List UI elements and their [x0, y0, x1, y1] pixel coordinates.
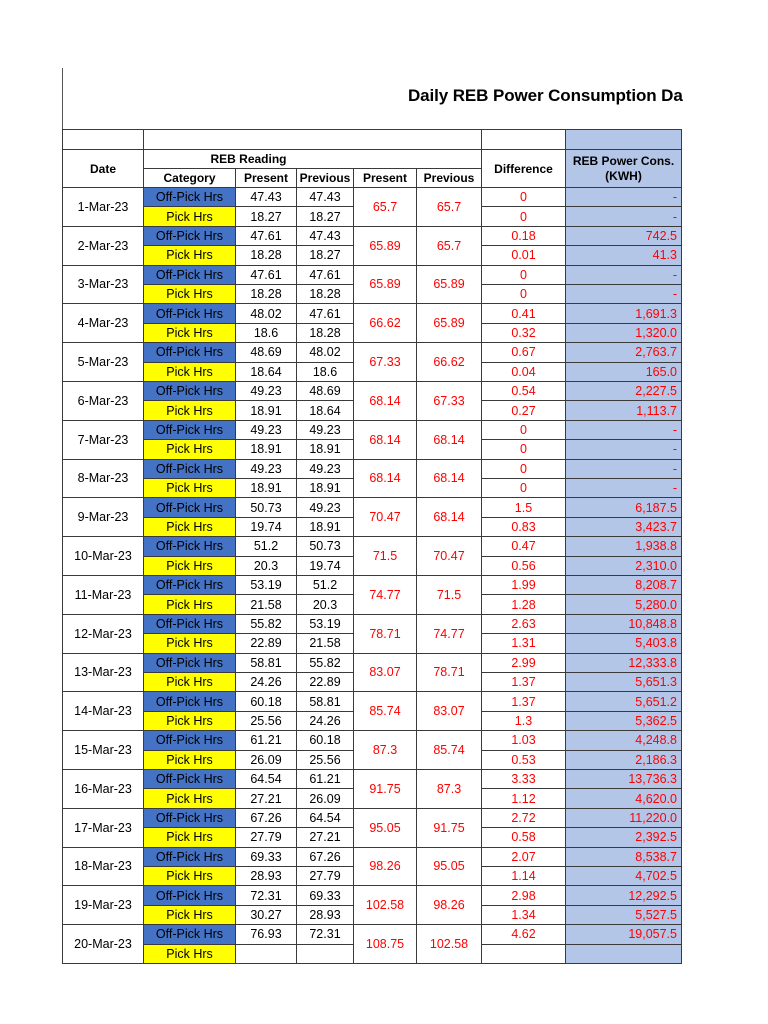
previous-cell[interactable]: 53.19	[296, 614, 354, 634]
total-previous-cell[interactable]: 83.07	[416, 691, 482, 731]
kwh-cell[interactable]: 8,538.7	[565, 847, 682, 867]
difference-cell[interactable]: 0.32	[481, 323, 566, 343]
total-previous-cell[interactable]: 68.14	[416, 420, 482, 460]
category-off-peak[interactable]: Off-Pick Hrs	[143, 420, 236, 440]
present-cell[interactable]: 18.28	[235, 245, 297, 265]
difference-cell[interactable]: 0.67	[481, 342, 566, 362]
category-peak[interactable]: Pick Hrs	[143, 905, 236, 925]
total-previous-cell[interactable]: 91.75	[416, 808, 482, 848]
category-off-peak[interactable]: Off-Pick Hrs	[143, 536, 236, 556]
present-cell[interactable]	[235, 944, 297, 964]
total-previous-cell[interactable]: 68.14	[416, 497, 482, 537]
category-peak[interactable]: Pick Hrs	[143, 827, 236, 847]
difference-cell[interactable]: 0	[481, 478, 566, 498]
kwh-cell[interactable]: 2,227.5	[565, 381, 682, 401]
present-cell[interactable]: 27.79	[235, 827, 297, 847]
total-present-cell[interactable]: 71.5	[353, 536, 417, 576]
difference-cell[interactable]: 1.28	[481, 594, 566, 614]
category-peak[interactable]: Pick Hrs	[143, 672, 236, 692]
total-present-cell[interactable]: 98.26	[353, 847, 417, 887]
present-cell[interactable]: 55.82	[235, 614, 297, 634]
total-previous-cell[interactable]: 74.77	[416, 614, 482, 654]
category-off-peak[interactable]: Off-Pick Hrs	[143, 614, 236, 634]
present-cell[interactable]: 18.91	[235, 439, 297, 459]
total-previous-cell[interactable]: 65.7	[416, 226, 482, 266]
header-reb-reading: REB Reading	[210, 152, 287, 166]
previous-cell[interactable]: 55.82	[296, 653, 354, 673]
difference-cell[interactable]: 1.31	[481, 633, 566, 653]
total-present-cell[interactable]: 74.77	[353, 575, 417, 615]
category-peak[interactable]: Pick Hrs	[143, 245, 236, 265]
date-cell[interactable]: 6-Mar-23	[62, 381, 144, 421]
previous-cell[interactable]: 22.89	[296, 672, 354, 692]
category-off-peak[interactable]: Off-Pick Hrs	[143, 303, 236, 323]
total-previous-cell[interactable]: 71.5	[416, 575, 482, 615]
total-previous-cell[interactable]: 85.74	[416, 730, 482, 770]
present-cell[interactable]: 20.3	[235, 556, 297, 576]
header-date: Date	[62, 149, 144, 188]
difference-cell[interactable]: 0.04	[481, 362, 566, 382]
difference-cell[interactable]: 2.07	[481, 847, 566, 867]
previous-cell[interactable]: 49.23	[296, 420, 354, 440]
category-off-peak[interactable]: Off-Pick Hrs	[143, 265, 236, 285]
date-cell[interactable]: 3-Mar-23	[62, 265, 144, 305]
present-cell[interactable]: 28.93	[235, 866, 297, 886]
total-present-cell[interactable]: 95.05	[353, 808, 417, 848]
difference-cell[interactable]: 2.72	[481, 808, 566, 828]
category-peak[interactable]: Pick Hrs	[143, 323, 236, 343]
kwh-cell[interactable]: -	[565, 206, 682, 226]
kwh-cell[interactable]: -	[565, 265, 682, 285]
present-cell[interactable]: 26.09	[235, 750, 297, 770]
previous-cell[interactable]: 61.21	[296, 769, 354, 789]
present-cell[interactable]: 27.21	[235, 788, 297, 808]
header-difference: Difference	[481, 149, 566, 188]
total-present-cell[interactable]: 65.89	[353, 226, 417, 266]
category-peak[interactable]: Pick Hrs	[143, 788, 236, 808]
present-cell[interactable]: 47.43	[235, 187, 297, 207]
category-peak[interactable]: Pick Hrs	[143, 439, 236, 459]
difference-cell[interactable]: 1.12	[481, 788, 566, 808]
total-present-cell[interactable]: 78.71	[353, 614, 417, 654]
difference-cell[interactable]: 2.98	[481, 885, 566, 905]
kwh-cell[interactable]: 6,187.5	[565, 497, 682, 517]
blank-cell[interactable]	[143, 129, 482, 150]
difference-cell[interactable]: 0.58	[481, 827, 566, 847]
category-peak[interactable]: Pick Hrs	[143, 594, 236, 614]
difference-cell[interactable]: 0.47	[481, 536, 566, 556]
present-cell[interactable]: 58.81	[235, 653, 297, 673]
kwh-cell[interactable]: 13,736.3	[565, 769, 682, 789]
header-previous: Previous	[296, 168, 354, 188]
present-cell[interactable]: 49.23	[235, 420, 297, 440]
difference-cell[interactable]: 0.01	[481, 245, 566, 265]
date-cell[interactable]: 4-Mar-23	[62, 303, 144, 343]
kwh-cell[interactable]: 4,702.5	[565, 866, 682, 886]
kwh-cell[interactable]: 1,691.3	[565, 303, 682, 323]
difference-cell[interactable]: 0.41	[481, 303, 566, 323]
header-total-previous: Previous	[416, 168, 482, 188]
header-reb-power-label: REB Power Cons.	[572, 153, 675, 168]
total-present-cell[interactable]: 108.75	[353, 924, 417, 964]
kwh-cell[interactable]: 12,292.5	[565, 885, 682, 905]
kwh-cell[interactable]: 5,362.5	[565, 711, 682, 731]
present-cell[interactable]: 64.54	[235, 769, 297, 789]
total-previous-cell[interactable]: 65.89	[416, 265, 482, 305]
previous-cell[interactable]: 64.54	[296, 808, 354, 828]
header-kwh-label: (KWH)	[605, 168, 642, 183]
total-present-cell[interactable]: 87.3	[353, 730, 417, 770]
total-previous-cell[interactable]: 102.58	[416, 924, 482, 964]
category-off-peak[interactable]: Off-Pick Hrs	[143, 691, 236, 711]
previous-cell[interactable]: 20.3	[296, 594, 354, 614]
total-present-cell[interactable]: 67.33	[353, 342, 417, 382]
difference-cell[interactable]: 1.03	[481, 730, 566, 750]
kwh-cell[interactable]: 4,620.0	[565, 788, 682, 808]
total-present-cell[interactable]: 66.62	[353, 303, 417, 343]
kwh-cell[interactable]: -	[565, 478, 682, 498]
difference-cell[interactable]: 0	[481, 459, 566, 479]
difference-cell[interactable]: 0.54	[481, 381, 566, 401]
previous-cell[interactable]: 18.27	[296, 245, 354, 265]
kwh-cell[interactable]: 5,651.2	[565, 691, 682, 711]
total-present-cell[interactable]: 68.14	[353, 459, 417, 499]
previous-cell[interactable]: 21.58	[296, 633, 354, 653]
present-cell[interactable]: 48.02	[235, 303, 297, 323]
total-previous-cell[interactable]: 87.3	[416, 769, 482, 809]
kwh-cell[interactable]: 2,392.5	[565, 827, 682, 847]
category-off-peak[interactable]: Off-Pick Hrs	[143, 381, 236, 401]
difference-cell[interactable]: 2.99	[481, 653, 566, 673]
header-present: Present	[235, 168, 297, 188]
present-cell[interactable]: 18.27	[235, 206, 297, 226]
total-present-cell[interactable]: 65.89	[353, 265, 417, 305]
total-previous-cell[interactable]: 78.71	[416, 653, 482, 693]
present-cell[interactable]: 48.69	[235, 342, 297, 362]
difference-cell[interactable]: 1.99	[481, 575, 566, 595]
category-peak[interactable]: Pick Hrs	[143, 400, 236, 420]
previous-cell[interactable]: 48.69	[296, 381, 354, 401]
present-cell[interactable]: 76.93	[235, 924, 297, 944]
category-peak[interactable]: Pick Hrs	[143, 711, 236, 731]
category-peak[interactable]: Pick Hrs	[143, 206, 236, 226]
kwh-cell[interactable]: 1,113.7	[565, 400, 682, 420]
kwh-cell[interactable]: 41.3	[565, 245, 682, 265]
header-category: Category	[143, 168, 236, 188]
previous-cell[interactable]: 51.2	[296, 575, 354, 595]
present-cell[interactable]: 18.91	[235, 400, 297, 420]
total-present-cell[interactable]: 83.07	[353, 653, 417, 693]
difference-cell[interactable]: 1.5	[481, 497, 566, 517]
category-off-peak[interactable]: Off-Pick Hrs	[143, 653, 236, 673]
date-cell[interactable]: 19-Mar-23	[62, 885, 144, 925]
category-off-peak[interactable]: Off-Pick Hrs	[143, 497, 236, 517]
previous-cell[interactable]: 28.93	[296, 905, 354, 925]
date-cell[interactable]: 1-Mar-23	[62, 187, 144, 227]
previous-cell[interactable]: 50.73	[296, 536, 354, 556]
present-cell[interactable]: 18.28	[235, 284, 297, 304]
blank-cell[interactable]	[62, 129, 144, 150]
date-cell[interactable]: 18-Mar-23	[62, 847, 144, 887]
difference-cell[interactable]: 3.33	[481, 769, 566, 789]
previous-cell[interactable]: 27.21	[296, 827, 354, 847]
present-cell[interactable]: 49.23	[235, 459, 297, 479]
present-cell[interactable]: 50.73	[235, 497, 297, 517]
date-cell[interactable]: 7-Mar-23	[62, 420, 144, 460]
present-cell[interactable]: 25.56	[235, 711, 297, 731]
difference-cell[interactable]: 0.56	[481, 556, 566, 576]
category-peak[interactable]: Pick Hrs	[143, 866, 236, 886]
category-off-peak[interactable]: Off-Pick Hrs	[143, 226, 236, 246]
present-cell[interactable]: 24.26	[235, 672, 297, 692]
date-cell[interactable]: 11-Mar-23	[62, 575, 144, 615]
difference-cell[interactable]: 0.83	[481, 517, 566, 537]
kwh-cell[interactable]: 5,527.5	[565, 905, 682, 925]
present-cell[interactable]: 18.91	[235, 478, 297, 498]
date-cell[interactable]: 20-Mar-23	[62, 924, 144, 964]
category-off-peak[interactable]: Off-Pick Hrs	[143, 459, 236, 479]
previous-cell[interactable]: 18.6	[296, 362, 354, 382]
sheet-title: Daily REB Power Consumption Da	[408, 86, 683, 105]
difference-cell[interactable]	[481, 944, 566, 964]
previous-cell[interactable]: 19.74	[296, 556, 354, 576]
previous-cell[interactable]: 47.43	[296, 226, 354, 246]
kwh-cell[interactable]: 5,280.0	[565, 594, 682, 614]
present-cell[interactable]: 51.2	[235, 536, 297, 556]
total-previous-cell[interactable]: 95.05	[416, 847, 482, 887]
category-off-peak[interactable]: Off-Pick Hrs	[143, 885, 236, 905]
present-cell[interactable]: 47.61	[235, 265, 297, 285]
category-off-peak[interactable]: Off-Pick Hrs	[143, 730, 236, 750]
present-cell[interactable]: 18.6	[235, 323, 297, 343]
kwh-cell[interactable]: -	[565, 439, 682, 459]
difference-cell[interactable]: 0	[481, 420, 566, 440]
total-present-cell[interactable]: 85.74	[353, 691, 417, 731]
kwh-cell[interactable]: 1,320.0	[565, 323, 682, 343]
difference-cell[interactable]: 0.27	[481, 400, 566, 420]
previous-cell[interactable]: 49.23	[296, 497, 354, 517]
kwh-cell[interactable]: 2,186.3	[565, 750, 682, 770]
date-cell[interactable]: 2-Mar-23	[62, 226, 144, 266]
kwh-cell[interactable]: 2,310.0	[565, 556, 682, 576]
previous-cell[interactable]: 18.91	[296, 517, 354, 537]
date-cell[interactable]: 12-Mar-23	[62, 614, 144, 654]
difference-cell[interactable]: 1.37	[481, 672, 566, 692]
category-off-peak[interactable]: Off-Pick Hrs	[143, 575, 236, 595]
previous-cell[interactable]: 18.91	[296, 478, 354, 498]
date-cell[interactable]: 16-Mar-23	[62, 769, 144, 809]
previous-cell[interactable]: 24.26	[296, 711, 354, 731]
category-off-peak[interactable]: Off-Pick Hrs	[143, 808, 236, 828]
total-present-cell[interactable]: 102.58	[353, 885, 417, 925]
total-previous-cell[interactable]: 65.7	[416, 187, 482, 227]
date-cell[interactable]: 13-Mar-23	[62, 653, 144, 693]
date-cell[interactable]: 9-Mar-23	[62, 497, 144, 537]
date-cell[interactable]: 17-Mar-23	[62, 808, 144, 848]
kwh-cell[interactable]: -	[565, 187, 682, 207]
present-cell[interactable]: 21.58	[235, 594, 297, 614]
present-cell[interactable]: 49.23	[235, 381, 297, 401]
difference-cell[interactable]: 0.18	[481, 226, 566, 246]
category-peak[interactable]: Pick Hrs	[143, 944, 236, 964]
header-reb-power-cons	[565, 149, 682, 188]
kwh-cell[interactable]: 12,333.8	[565, 653, 682, 673]
date-cell[interactable]: 10-Mar-23	[62, 536, 144, 576]
difference-cell[interactable]: 0	[481, 206, 566, 226]
kwh-cell[interactable]: 742.5	[565, 226, 682, 246]
kwh-cell[interactable]: 4,248.8	[565, 730, 682, 750]
blank-cell[interactable]	[565, 129, 682, 150]
present-cell[interactable]: 30.27	[235, 905, 297, 925]
previous-cell[interactable]: 47.43	[296, 187, 354, 207]
kwh-cell[interactable]: 8,208.7	[565, 575, 682, 595]
difference-cell[interactable]: 1.37	[481, 691, 566, 711]
date-cell[interactable]: 15-Mar-23	[62, 730, 144, 770]
previous-cell[interactable]: 60.18	[296, 730, 354, 750]
previous-cell[interactable]: 48.02	[296, 342, 354, 362]
difference-cell[interactable]: 1.3	[481, 711, 566, 731]
previous-cell[interactable]: 18.28	[296, 323, 354, 343]
total-present-cell[interactable]: 91.75	[353, 769, 417, 809]
present-cell[interactable]: 18.64	[235, 362, 297, 382]
present-cell[interactable]: 53.19	[235, 575, 297, 595]
total-present-cell[interactable]: 68.14	[353, 381, 417, 421]
date-cell[interactable]: 8-Mar-23	[62, 459, 144, 499]
previous-cell[interactable]: 18.64	[296, 400, 354, 420]
category-peak[interactable]: Pick Hrs	[143, 750, 236, 770]
total-previous-cell[interactable]: 67.33	[416, 381, 482, 421]
total-present-cell[interactable]: 65.7	[353, 187, 417, 227]
difference-cell[interactable]: 0	[481, 265, 566, 285]
kwh-cell[interactable]	[565, 944, 682, 964]
blank-cell[interactable]	[481, 129, 566, 150]
category-off-peak[interactable]: Off-Pick Hrs	[143, 847, 236, 867]
present-cell[interactable]: 61.21	[235, 730, 297, 750]
difference-cell[interactable]: 1.34	[481, 905, 566, 925]
category-off-peak[interactable]: Off-Pick Hrs	[143, 187, 236, 207]
difference-cell[interactable]: 0	[481, 439, 566, 459]
total-previous-cell[interactable]: 65.89	[416, 303, 482, 343]
kwh-cell[interactable]: -	[565, 420, 682, 440]
difference-cell[interactable]: 0.53	[481, 750, 566, 770]
kwh-cell[interactable]: 165.0	[565, 362, 682, 382]
total-previous-cell[interactable]: 66.62	[416, 342, 482, 382]
previous-cell[interactable]: 58.81	[296, 691, 354, 711]
total-previous-cell[interactable]: 98.26	[416, 885, 482, 925]
previous-cell[interactable]: 26.09	[296, 788, 354, 808]
kwh-cell[interactable]: 3,423.7	[565, 517, 682, 537]
kwh-cell[interactable]: 2,763.7	[565, 342, 682, 362]
kwh-cell[interactable]: 11,220.0	[565, 808, 682, 828]
previous-cell[interactable]: 47.61	[296, 265, 354, 285]
kwh-cell[interactable]: -	[565, 459, 682, 479]
category-peak[interactable]: Pick Hrs	[143, 362, 236, 382]
present-cell[interactable]: 69.33	[235, 847, 297, 867]
previous-cell[interactable]: 27.79	[296, 866, 354, 886]
date-cell[interactable]: 5-Mar-23	[62, 342, 144, 382]
previous-cell[interactable]: 18.91	[296, 439, 354, 459]
category-peak[interactable]: Pick Hrs	[143, 517, 236, 537]
present-cell[interactable]: 47.61	[235, 226, 297, 246]
category-peak[interactable]: Pick Hrs	[143, 633, 236, 653]
present-cell[interactable]: 72.31	[235, 885, 297, 905]
present-cell[interactable]: 19.74	[235, 517, 297, 537]
category-peak[interactable]: Pick Hrs	[143, 556, 236, 576]
category-off-peak[interactable]: Off-Pick Hrs	[143, 769, 236, 789]
difference-cell[interactable]: 4.62	[481, 924, 566, 944]
kwh-cell[interactable]: 5,651.3	[565, 672, 682, 692]
difference-cell[interactable]: 0	[481, 284, 566, 304]
header-total-present: Present	[353, 168, 417, 188]
previous-cell[interactable]: 72.31	[296, 924, 354, 944]
difference-cell[interactable]: 0	[481, 187, 566, 207]
previous-cell[interactable]: 47.61	[296, 303, 354, 323]
category-peak[interactable]: Pick Hrs	[143, 284, 236, 304]
previous-cell[interactable]: 49.23	[296, 459, 354, 479]
total-previous-cell[interactable]: 68.14	[416, 459, 482, 499]
total-previous-cell[interactable]: 70.47	[416, 536, 482, 576]
previous-cell[interactable]	[296, 944, 354, 964]
difference-cell[interactable]: 1.14	[481, 866, 566, 886]
difference-cell[interactable]: 2.63	[481, 614, 566, 634]
previous-cell[interactable]: 69.33	[296, 885, 354, 905]
category-peak[interactable]: Pick Hrs	[143, 478, 236, 498]
previous-cell[interactable]: 25.56	[296, 750, 354, 770]
present-cell[interactable]: 67.26	[235, 808, 297, 828]
kwh-cell[interactable]: 10,848.8	[565, 614, 682, 634]
kwh-cell[interactable]: 1,938.8	[565, 536, 682, 556]
previous-cell[interactable]: 18.27	[296, 206, 354, 226]
total-present-cell[interactable]: 68.14	[353, 420, 417, 460]
kwh-cell[interactable]: 5,403.8	[565, 633, 682, 653]
date-cell[interactable]: 14-Mar-23	[62, 691, 144, 731]
category-off-peak[interactable]: Off-Pick Hrs	[143, 342, 236, 362]
previous-cell[interactable]: 18.28	[296, 284, 354, 304]
previous-cell[interactable]: 67.26	[296, 847, 354, 867]
present-cell[interactable]: 60.18	[235, 691, 297, 711]
category-off-peak[interactable]: Off-Pick Hrs	[143, 924, 236, 944]
present-cell[interactable]: 22.89	[235, 633, 297, 653]
kwh-cell[interactable]: 19,057.5	[565, 924, 682, 944]
total-present-cell[interactable]: 70.47	[353, 497, 417, 537]
kwh-cell[interactable]: -	[565, 284, 682, 304]
